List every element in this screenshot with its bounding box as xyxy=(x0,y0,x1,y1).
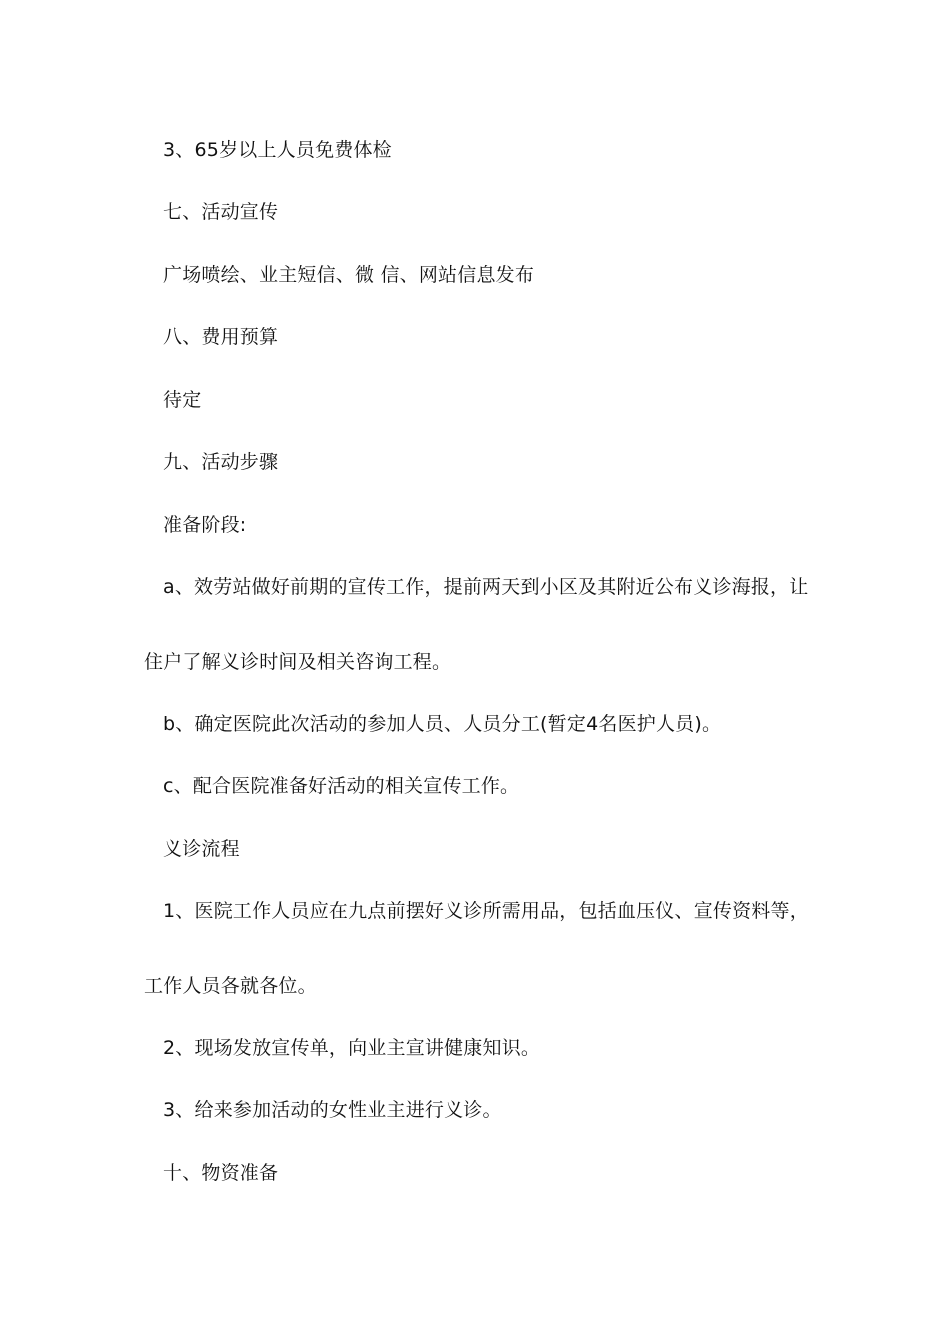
prep-item-a-continued: 住户了解义诊时间及相关咨询工程。 xyxy=(144,651,452,673)
prep-item-c-line: c、配合医院准备好活动的相关宣传工作。 xyxy=(163,775,520,797)
publicity-channels-line: 广场喷绘、业主短信、微 信、网站信息发布 xyxy=(163,264,535,286)
flow-item-3-line: 3、给来参加活动的女性业主进行义诊。 xyxy=(163,1099,502,1121)
flow-item-1-continued: 工作人员各就各位。 xyxy=(144,975,317,997)
subheading-preparation: 准备阶段: xyxy=(163,514,247,536)
section-heading-budget: 八、费用预算 xyxy=(163,326,279,348)
section-heading-publicity: 七、活动宣传 xyxy=(163,201,279,223)
prep-item-a-line: a、效劳站做好前期的宣传工作，提前两天到小区及其附近公布义诊海报，让 xyxy=(163,576,809,598)
flow-item-1-line: 1、医院工作人员应在九点前摆好义诊所需用品，包括血压仪、宣传资料等， xyxy=(163,900,809,922)
budget-value-line: 待定 xyxy=(163,389,202,411)
flow-item-2-line: 2、现场发放宣传单，向业主宣讲健康知识。 xyxy=(163,1037,541,1059)
section-heading-supplies: 十、物资准备 xyxy=(163,1162,279,1184)
prep-item-b-line: b、确定医院此次活动的参加人员、人员分工(暂定4名医护人员)。 xyxy=(163,713,722,735)
section-heading-steps: 九、活动步骤 xyxy=(163,451,279,473)
checkup-item-line: 3、65岁以上人员免费体检 xyxy=(163,139,392,161)
subheading-clinic-flow: 义诊流程 xyxy=(163,838,240,860)
